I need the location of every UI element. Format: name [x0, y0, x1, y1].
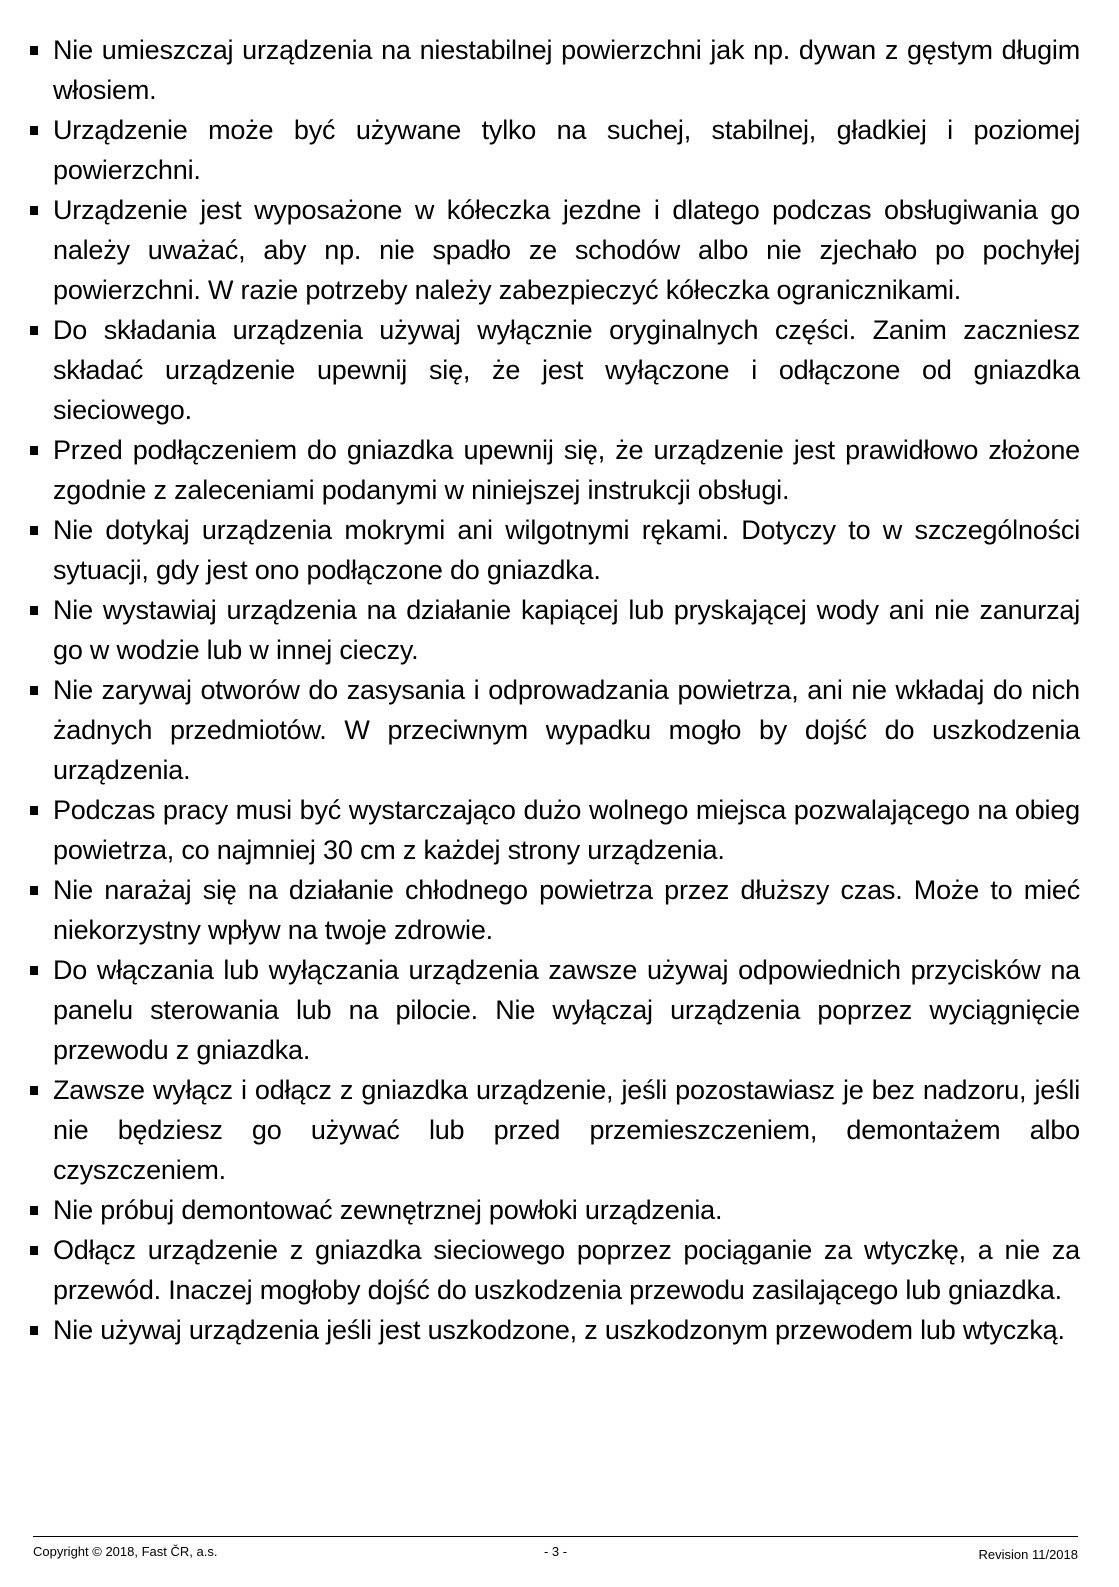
bullet-square-icon	[30, 606, 38, 615]
bullet-square-icon	[30, 886, 38, 895]
list-item-text: Przed podłączeniem do gniazdka upewnij się, że urządzenie jest prawidłowo złożone zgodnie z zaleceniami podanymi w niniejszej instrukcji obsługi.	[53, 435, 1080, 505]
list-item-text: Do włączania lub wyłączania urządzenia zawsze używaj odpowiednich przycisków na panelu sterowania lub na pilocie. Nie wyłączaj urządzenia poprzez wyciągnięcie przewodu z gniazdka.	[53, 955, 1080, 1065]
list-item-text: Nie narażaj się na działanie chłodnego powietrza przez dłuższy czas. Może to mieć niekorzystny wpływ na twoje zdrowie.	[53, 875, 1080, 945]
bullet-square-icon	[30, 1326, 38, 1335]
list-item	[28, 1310, 1080, 1350]
bullet-square-icon	[30, 1206, 38, 1215]
page-number: - 3 -	[543, 1544, 568, 1559]
list-item	[28, 430, 1080, 510]
list-item-text: Urządzenie może być używane tylko na suchej, stabilnej, gładkiej i poziomej powierzchni.	[53, 115, 1080, 185]
list-item	[28, 1230, 1080, 1310]
bullet-square-icon	[30, 206, 38, 215]
list-item-text: Do składania urządzenia używaj wyłącznie oryginalnych części. Zanim zaczniesz składać urządzenie upewnij się, że jest wyłączone i odłączone od gniazdka sieciowego.	[53, 315, 1080, 425]
list-item-text: Nie dotykaj urządzenia mokrymi ani wilgotnymi rękami. Dotyczy to w szczególności sytuacji, gdy jest ono podłączone do gniazdka.	[53, 515, 1080, 585]
list-item-text: Zawsze wyłącz i odłącz z gniazdka urządzenie, jeśli pozostawiasz je bez nadzoru, jeśli nie będziesz go używać lub przed przemieszczeniem, demontażem albo czyszczeniem.	[53, 1075, 1080, 1185]
list-item-text: Odłącz urządzenie z gniazdka sieciowego poprzez pociąganie za wtyczkę, a nie za przewód. Inaczej mogłoby dojść do uszkodzenia przewodu zasilającego lub gniazdka.	[53, 1235, 1080, 1305]
copyright-text: Copyright © 2018, Fast ČR, a.s.	[33, 1544, 218, 1559]
bullet-square-icon	[30, 1246, 38, 1255]
list-item-text: Nie zarywaj otworów do zasysania i odprowadzania powietrza, ani nie wkładaj do nich żadnych przedmiotów. W przeciwnym wypadku mogło by dojść do uszkodzenia urządzenia.	[53, 675, 1080, 785]
bullet-square-icon	[30, 326, 38, 335]
list-item	[28, 790, 1080, 870]
bullet-list	[28, 30, 1080, 1350]
bullet-square-icon	[30, 966, 38, 975]
list-item-text: Nie próbuj demontować zewnętrznej powłoki urządzenia.	[53, 1195, 723, 1225]
list-item-text: Podczas pracy musi być wystarczająco dużo wolnego miejsca pozwalającego na obieg powietrza, co najmniej 30 cm z każdej strony urządzenia.	[53, 795, 1080, 865]
revision-text: Revision 11/2018	[978, 1547, 1078, 1562]
bullet-square-icon	[30, 526, 38, 535]
list-item	[28, 310, 1080, 430]
list-item-text: Nie umieszczaj urządzenia na niestabilnej powierzchni jak np. dywan z gęstym długim włosiem.	[53, 35, 1080, 105]
bullet-square-icon	[30, 806, 38, 815]
list-item-text: Urządzenie jest wyposażone w kółeczka jezdne i dlatego podczas obsługiwania go należy uważać, aby np. nie spadło ze schodów albo nie zjechało po pochyłej powierzchni. W razie potrzeby należy zabezpieczyć kółeczka ogranicznikami.	[53, 195, 1080, 305]
list-item-text: Nie używaj urządzenia jeśli jest uszkodzone, z uszkodzonym przewodem lub wtyczką.	[53, 1315, 1065, 1345]
bullet-square-icon	[30, 446, 38, 455]
list-item	[28, 870, 1080, 950]
list-item	[28, 1070, 1080, 1190]
list-item	[28, 30, 1080, 110]
list-item	[28, 1190, 1080, 1230]
list-item	[28, 190, 1080, 310]
bullet-square-icon	[30, 1086, 38, 1095]
list-item	[28, 590, 1080, 670]
page-footer	[33, 1536, 1078, 1567]
list-item	[28, 110, 1080, 190]
bullet-square-icon	[30, 46, 38, 55]
bullet-square-icon	[30, 686, 38, 695]
safety-instructions	[28, 30, 1080, 1350]
list-item	[28, 950, 1080, 1070]
list-item	[28, 670, 1080, 790]
bullet-square-icon	[30, 126, 38, 135]
list-item-text: Nie wystawiaj urządzenia na działanie kapiącej lub pryskającej wody ani nie zanurzaj go w wodzie lub w innej cieczy.	[53, 595, 1080, 665]
list-item	[28, 510, 1080, 590]
